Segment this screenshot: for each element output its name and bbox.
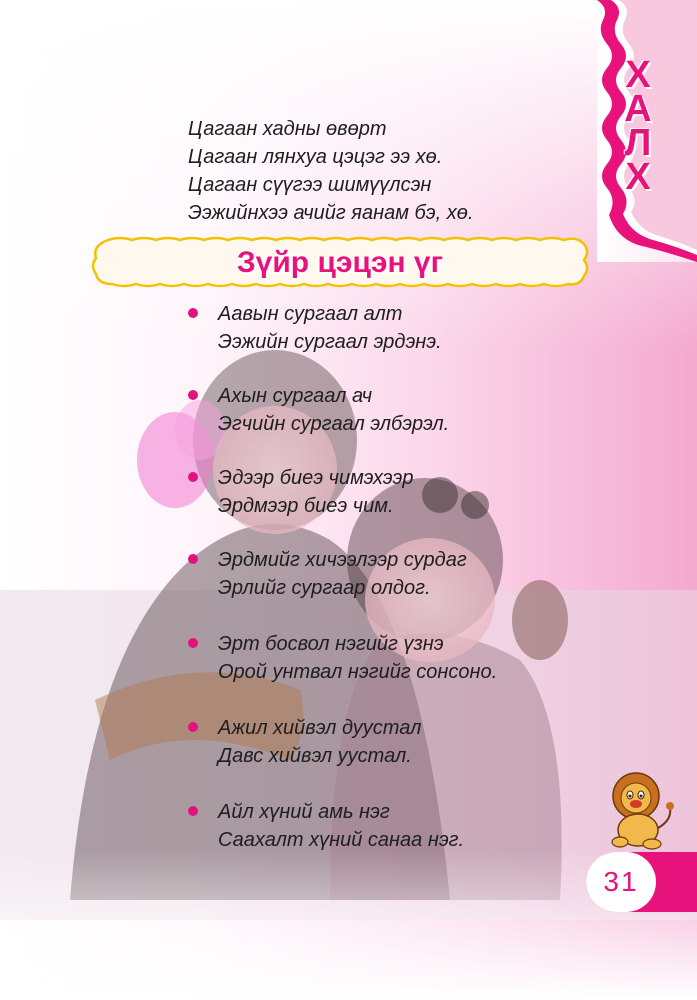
proverb-line: Эрт босвол нэгийг үзнэ bbox=[218, 633, 444, 655]
proverb-line: Ахын сургаал ач bbox=[218, 385, 373, 407]
page-number: 31 bbox=[586, 852, 656, 912]
bullet-icon bbox=[188, 722, 198, 732]
proverb-line: Давс хийвэл уустал. bbox=[218, 745, 412, 767]
bullet-icon bbox=[188, 308, 198, 318]
proverb-line: Ээжийн сургаал эрдэнэ. bbox=[218, 331, 442, 353]
proverb-line: Саахалт хүний санаа нэг. bbox=[218, 829, 465, 851]
section-title: Зүйр цэцэн үг bbox=[236, 246, 444, 279]
proverb-line: Эрдмээр биеэ чим. bbox=[218, 495, 394, 517]
tab-letter: Х bbox=[625, 54, 651, 96]
tab-letter: А bbox=[624, 88, 652, 130]
bullet-icon bbox=[188, 806, 198, 816]
bullet-icon bbox=[188, 472, 198, 482]
tab-letter: Л bbox=[624, 122, 652, 164]
proverb-line: Орой унтвал нэгийг сонсоно. bbox=[218, 661, 498, 683]
proverb-line: Эрдмийг хичээлээр сурдаг bbox=[218, 549, 467, 571]
proverb-line: Эгчийн сургаал элбэрэл. bbox=[218, 413, 450, 435]
section-banner bbox=[90, 236, 590, 288]
bullet-icon bbox=[188, 638, 198, 648]
bullet-icon bbox=[188, 554, 198, 564]
proverb-line: Эдээр биеэ чимэхээр bbox=[218, 467, 414, 489]
poem-line: Ээжийнхээ ачийг яанам бэ, хө. bbox=[188, 202, 474, 224]
poem-line: Цагаан хадны өвөрт bbox=[188, 118, 387, 140]
proverb-line: Аавын сургаал алт bbox=[218, 303, 403, 325]
chapter-tab-label bbox=[612, 54, 664, 198]
proverb-line: Эрлийг сургаар олдог. bbox=[218, 577, 431, 599]
poem-line: Цагаан сүүгээ шимүүлсэн bbox=[188, 174, 432, 196]
proverb-line: Айл хүний амь нэг bbox=[218, 801, 390, 823]
lion-mascot-icon bbox=[600, 770, 678, 857]
poem-line: Цагаан лянхуа цэцэг ээ хө. bbox=[188, 146, 443, 168]
tab-letter: Х bbox=[625, 156, 651, 198]
poem-stanza bbox=[188, 115, 473, 227]
bullet-icon bbox=[188, 390, 198, 400]
proverb-line: Ажил хийвэл дуустал bbox=[218, 717, 422, 739]
